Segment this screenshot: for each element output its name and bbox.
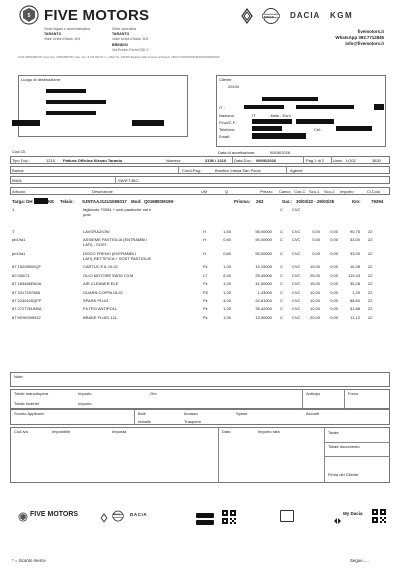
page-indicator: Pag 1 di 2 <box>306 157 325 163</box>
destination-label: Luogo di destinazione: <box>21 77 62 82</box>
cell-sco2: 0,00 <box>330 314 338 320</box>
cell-desc1: SPARK PLUG <box>83 298 109 303</box>
totale-manodopera-label: Totale manodopera <box>14 391 49 396</box>
cell-sco2: 0,00 <box>330 281 338 287</box>
cell-carico: C <box>280 306 283 312</box>
cell-price: 24,61000 <box>255 298 272 303</box>
totale-documento-label: Totale documento <box>328 444 360 449</box>
cell-sco2: 0,00 <box>330 298 338 303</box>
cell-q: 1,00 <box>223 314 231 320</box>
office-left-1: Sede legale e amministrativa <box>44 27 91 31</box>
my-dacia-text: My Dacia <box>343 511 363 516</box>
cell-sco2: 0,00 <box>330 264 338 270</box>
cell-carico: C <box>280 250 283 256</box>
redaction <box>46 89 86 93</box>
client-telefono-label: Telefono: <box>219 127 236 132</box>
cell-importo: 16,28 <box>349 264 360 270</box>
cell-desc1: BRAKE FLUID 12L <box>83 314 118 320</box>
col-q: Q <box>225 188 229 194</box>
cell-sco1: 0,00 <box>312 229 320 234</box>
bolli-label: Bolli <box>138 411 146 416</box>
cell-cl: 22 <box>368 281 373 287</box>
office-left-3: Viale Unità d'Italia, 601 <box>44 37 81 41</box>
lista-code: 3830 <box>372 157 381 163</box>
lista-value: LO02 <box>346 157 356 163</box>
acceptance-label: Data di accettazione: <box>218 150 256 155</box>
cell-desc1: DISCO FRENO (ENTRAMBI I <box>83 250 137 256</box>
cell-cl: 22 <box>368 289 373 295</box>
note-line-codc: CVC <box>292 207 301 212</box>
note-line-text-1: tagliando 79394 + sost pasticche ant e <box>83 207 152 212</box>
cell-importo: 119,43 <box>348 272 360 278</box>
cell-sco1: 10,00 <box>309 298 320 303</box>
cell-cl: 22 <box>368 264 373 270</box>
cell-price: 55,00000 <box>255 229 272 234</box>
cell-carico: C <box>280 289 283 295</box>
agente-label: Agente <box>290 167 303 173</box>
client-label: Cliente <box>219 77 232 82</box>
ore-label: Ore <box>150 391 157 396</box>
legal-line: P.IVA 03554380735 | Cod. Fisc. 03554380735 | Cap. Soc. € 100.000,00 i.v. | REA TA - 181916 Registro delle Imprese di Taranto | IBAN IT09O0306915816100000000040 <box>18 56 220 59</box>
bottom-nissan-text: NISSAN <box>113 514 121 516</box>
mod-value: Q01MBSM190- <box>144 199 175 204</box>
cell-cl: 22 <box>368 229 373 234</box>
redaction <box>262 97 318 101</box>
cell-importo: 88,60 <box>349 298 360 303</box>
cell-q: 1,00 <box>223 306 231 312</box>
cell-sco2: 0,00 <box>330 237 338 243</box>
incasso-label: Incasso <box>184 411 198 416</box>
cell-code: 87 2240100QFP <box>12 298 42 303</box>
office-right-3: Viale Unità d'Italia, 601 <box>112 37 149 41</box>
cell-codc: CVC <box>292 237 301 243</box>
cell-codc: CVC <box>292 281 301 287</box>
cod-cli-label: Cod.Cli. <box>12 149 27 154</box>
telaio-label: Telaio: <box>60 199 74 204</box>
cell-sco1: 25,00 <box>309 272 320 278</box>
invoice-number: 3156 / 1210 <box>205 157 227 163</box>
client-it-label: IT - <box>219 105 225 110</box>
client-email-label: Email: <box>219 134 231 139</box>
importo-label-2: Importo <box>78 401 92 406</box>
cell-carico: C <box>280 264 283 270</box>
cell-um: Pz <box>203 281 208 287</box>
cell-sco2: 0,00 <box>330 250 338 256</box>
cell-um: Pz <box>203 306 208 312</box>
km-label: Km: <box>352 199 361 204</box>
targa-value: GH <box>26 199 33 204</box>
redaction <box>252 119 292 124</box>
cell-price: 35,42000 <box>255 306 272 312</box>
cell-desc1: GUARN.COPPA OLIO <box>83 289 123 295</box>
importo-rata-label: Importo rata <box>258 429 280 434</box>
lista-label: Lista: <box>333 157 343 163</box>
redaction <box>252 126 282 131</box>
col-clcolo: Cl.Colo <box>367 188 381 194</box>
note-line-carico: C <box>280 207 283 212</box>
client-area-value: - Italia - Euro <box>268 113 291 118</box>
office-right-2: TARANTO <box>112 32 130 36</box>
cell-um: Pz <box>203 314 208 320</box>
col-sco1: Sco-1 <box>309 188 320 194</box>
cell-cl: 22 <box>368 298 373 303</box>
cell-codc: CVC <box>292 250 301 256</box>
cell-q: 1,00 <box>223 289 231 295</box>
swift-label: SWIFT-BIC: <box>118 177 140 183</box>
dacia-logo-text: DACIA <box>290 11 321 20</box>
cell-price: 13,90000 <box>255 314 272 320</box>
cell-sco1: 15,00 <box>309 264 320 270</box>
trasporto-label: Trasporto <box>184 419 201 424</box>
gar-label: Gar.: <box>282 199 293 204</box>
km-value: 79394 <box>371 199 384 204</box>
cell-q: 4,00 <box>223 298 231 303</box>
cod-iva-label: Cod.Iva <box>14 429 28 434</box>
data-doc-label: Data Doc.: <box>234 157 253 163</box>
telaio-value: SJNTAAJ12U1065017 <box>82 199 127 204</box>
cell-importo: 33,00 <box>349 250 360 256</box>
company-logo-text: FIVE MOTORS <box>44 7 150 24</box>
client-piva-label: P.Iva/C.F.: <box>219 120 237 125</box>
firma-cliente-label: Firma del Cliente <box>328 472 359 477</box>
office-right-1: Sede operativa <box>112 27 137 31</box>
cell-codc: CVC <box>292 264 301 270</box>
data-label: Data <box>222 429 231 434</box>
client-code: 29104 <box>228 84 240 89</box>
kgm-logo-text: KGM <box>330 11 354 20</box>
cell-desc1: FILTRO ANTIPOLL <box>83 306 118 312</box>
cell-codc: CVC <box>292 272 301 278</box>
cell-q: 0,60 <box>223 237 231 243</box>
bottom-seal-icon <box>18 510 28 521</box>
company-seal-icon <box>18 4 40 28</box>
cond-pag-value: Bonifico Intesa San Paolo <box>215 167 261 173</box>
cell-importo: 90,75 <box>349 229 360 234</box>
cell-sco2: 0,00 <box>330 289 338 295</box>
cell-importo: 35,28 <box>349 281 360 287</box>
my-dacia-logo-icon <box>334 511 341 517</box>
cell-importo: 1,29 <box>352 289 360 295</box>
spese-label: Spese <box>236 411 248 416</box>
qr-code-icon[interactable] <box>222 510 236 524</box>
cell-codc: CVC <box>292 306 301 312</box>
numero-label: Numero: <box>166 157 182 163</box>
cell-codc: CVC <box>292 289 301 295</box>
cell-sco1: 15,00 <box>309 281 320 287</box>
cell-price: 1,43000 <box>257 289 272 295</box>
contact-web[interactable]: fivemotors.it <box>357 29 384 34</box>
contact-email[interactable]: info@fivemotors.it <box>345 41 384 46</box>
cell-desc1: CARTUC.F.IL OLIO <box>83 264 118 270</box>
sconto-merce-note: * = Sconto merce <box>12 558 46 563</box>
redaction <box>132 120 164 126</box>
cell-um: LT <box>203 272 208 278</box>
cell-sco1: 20,00 <box>309 314 320 320</box>
cell-desc1: OLIO MOTORE 5W30 C3 M <box>83 272 134 278</box>
col-codc: Cod.C <box>294 188 306 194</box>
gar-value: 30/03/22 - 29/03/25 <box>296 199 335 204</box>
cell-desc1: AIR CLEANER ELE <box>83 281 119 287</box>
cell-um: H <box>203 250 206 256</box>
targa-suffix: KE <box>48 199 55 204</box>
col-sco2: Sco-2 <box>324 188 335 194</box>
cell-q: 1,00 <box>223 264 231 270</box>
cell-code: 87 15208900QF <box>12 264 41 270</box>
cell-codc: CVC <box>292 314 301 320</box>
imposta-label: Imposta <box>112 429 127 434</box>
client-nazione-label: Nazione: <box>219 113 235 118</box>
nissan-logo-text: NISSAN <box>264 15 274 19</box>
tipo-doc-name: Fattura Officina Nissan Taranto <box>63 157 123 163</box>
cell-code: pb19a1 <box>12 237 26 243</box>
office-left-2: TARANTO <box>44 32 62 36</box>
cell-sco2: 0,00 <box>330 229 338 234</box>
client-cel-label: Cel.: <box>314 127 323 132</box>
cell-codc: CVC <box>292 229 301 234</box>
cell-importo: 11,12 <box>350 314 360 320</box>
tipo-doc-label: Tipo Doc.: <box>12 157 31 163</box>
client-nazione-value: IT <box>252 113 256 118</box>
cell-q: 0,60 <box>223 250 231 256</box>
redaction <box>34 198 48 204</box>
header <box>0 0 400 60</box>
imponibile-label: Imponibile <box>52 429 71 434</box>
cond-pag-label: Cond.Pag.: <box>182 167 203 173</box>
cell-carico: C <box>280 314 283 320</box>
importo-label-1: Importo <box>78 391 92 396</box>
redaction <box>252 133 306 139</box>
renault-badge <box>280 510 294 522</box>
redaction <box>244 105 284 109</box>
cell-codc: CVC <box>292 298 301 303</box>
redaction <box>12 120 40 126</box>
office-brindisi-1: BRINDISI <box>112 43 128 47</box>
cell-sco2: 0,00 <box>330 272 338 278</box>
cell-q: 5,40 <box>223 272 231 278</box>
cell-cl: 22 <box>368 272 373 278</box>
cell-sco1: 0,00 <box>312 237 320 243</box>
cell-desc1: ASSIEME PASTIGLIA (ENTRAMBI I <box>83 237 148 243</box>
iban-row <box>10 176 390 184</box>
sconto-applicato-label: Sconto Applicato <box>14 411 44 416</box>
renault-logo-icon <box>240 8 254 24</box>
cell-cl: 22 <box>368 314 373 320</box>
cell-importo: 31,88 <box>349 306 360 312</box>
cell-desc2: LATI)-RETTIFICA + SOST PASTIGLIE <box>83 255 152 261</box>
cell-price: 19,15000 <box>255 264 272 270</box>
iban-label: IBAN: <box>12 177 23 183</box>
redaction <box>296 119 334 124</box>
cell-um: Pz <box>203 298 208 303</box>
bottom-dacia-text: DACIA <box>130 512 148 517</box>
cell-q: 1,65 <box>223 229 231 234</box>
col-prezzo: Prezzo <box>260 188 273 194</box>
cell-sco1: 10,00 <box>309 306 320 312</box>
cell-code: T <box>12 229 15 234</box>
redaction <box>336 126 372 131</box>
forzo-label: Forzo <box>348 391 359 396</box>
col-descrizione: Descrizione <box>92 188 113 194</box>
imballo-label: Imballo <box>138 419 151 424</box>
cell-price: 55,00000 <box>255 237 272 243</box>
qr-code-icon-2[interactable] <box>372 509 386 523</box>
cell-code: 87 3317297988 <box>12 289 40 295</box>
destination-box <box>18 75 188 137</box>
tipo-doc-code: 1215 <box>46 157 55 163</box>
cell-importo: 33,00 <box>349 237 360 243</box>
col-articolo: Articolo <box>12 188 26 194</box>
cell-sco1: 10,00 <box>309 289 320 295</box>
cell-price: 29,49000 <box>255 272 272 278</box>
cell-um: PZ <box>203 289 209 295</box>
mod-label: Mod: <box>131 199 142 204</box>
cell-code: 87 KE90399932 <box>12 314 41 320</box>
anticipo-label: Anticipo <box>306 391 321 396</box>
prisma-label: Prisma: <box>234 199 251 204</box>
cell-desc2: LATI) - SOST <box>83 242 107 248</box>
cell-um: Pz <box>203 264 208 270</box>
contact-whatsapp[interactable]: WhatsApp 393.7712845 <box>335 35 384 40</box>
redaction <box>46 100 106 104</box>
targa-label: Targa: <box>12 199 26 204</box>
acceptance-date: 05/06/2026 <box>270 150 291 155</box>
cell-price: 55,00000 <box>255 250 272 256</box>
cell-code: 60 530C3 <box>12 272 30 278</box>
cell-cl: 22 <box>368 237 373 243</box>
office-brindisi-2: Via Enrico Fermi S/D 2 <box>112 48 149 52</box>
banca-label: Banca: <box>12 167 25 173</box>
totale-ricambi-label: Totale ricambi <box>14 401 39 406</box>
cell-sco2: 0,00 <box>330 306 338 312</box>
redaction <box>374 104 384 110</box>
col-carico: Carico <box>279 188 291 194</box>
cell-carico: C <box>280 237 283 243</box>
svg-text:5: 5 <box>27 13 31 19</box>
cell-cl: 22 <box>368 250 373 256</box>
cell-code: pb19a1 <box>12 250 26 256</box>
app-store-badge[interactable] <box>196 513 214 518</box>
cell-carico: C <box>280 298 283 303</box>
note-line-code: 1 <box>12 207 15 212</box>
cell-sco1: 0,00 <box>312 250 320 256</box>
cell-code: 87 165466RA0A <box>12 281 42 287</box>
cell-q: 1,00 <box>223 281 231 287</box>
cell-carico: C <box>280 229 283 234</box>
cell-carico: C <box>280 281 283 287</box>
note-line-text-2: post <box>83 212 91 217</box>
google-play-badge[interactable] <box>196 520 214 525</box>
totale-label: Totale <box>328 430 339 435</box>
prisma-value: 263 <box>256 199 264 204</box>
acconti-label: Acconti <box>306 411 320 416</box>
cell-code: 87 272776UN0A <box>12 306 42 312</box>
cell-um: H <box>203 237 206 243</box>
note-box <box>10 372 390 387</box>
cell-um: H <box>203 229 206 234</box>
cell-carico: C <box>280 272 283 278</box>
bottom-company: FIVE MOTORS <box>30 511 79 518</box>
redaction <box>46 111 96 115</box>
bottom-renault-icon <box>100 510 108 520</box>
segue-note: Segue..... <box>350 558 369 563</box>
redaction <box>296 105 354 109</box>
cell-cl: 22 <box>368 306 373 312</box>
invoice-date: 09/06/2026 <box>256 157 277 163</box>
note-label: Note: <box>14 374 24 379</box>
col-um: UM <box>201 188 208 194</box>
cell-price: 41,50000 <box>255 281 272 287</box>
cell-desc1: LAVORAZIONI <box>83 229 110 234</box>
col-importo: Importo <box>340 188 354 194</box>
totals-box-1 <box>10 389 390 409</box>
